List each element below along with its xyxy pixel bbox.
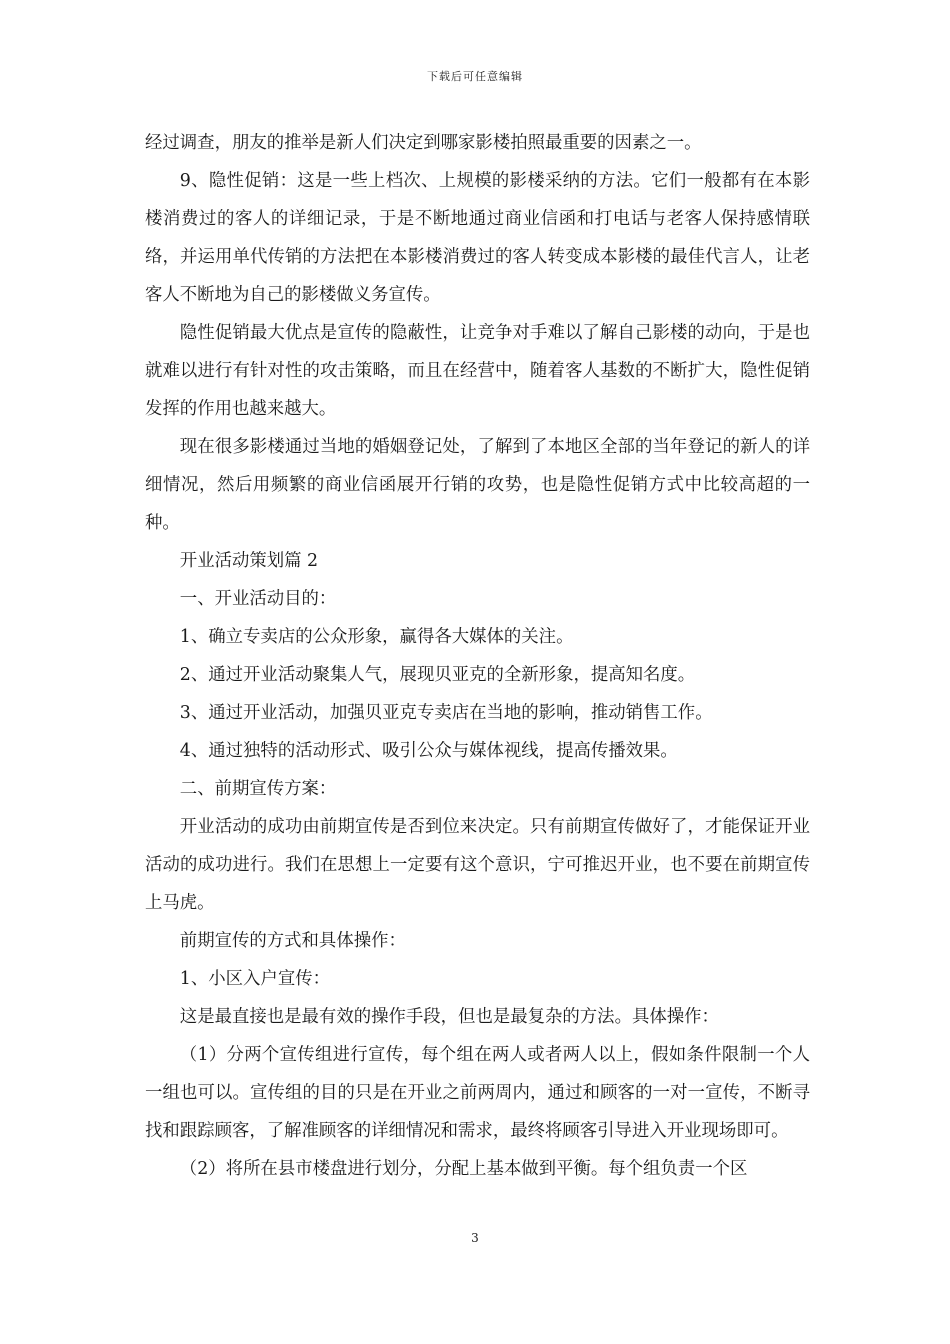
- paragraph: 这是最直接也是最有效的操作手段，但也是最复杂的方法。具体操作：: [179, 1007, 719, 1027]
- list-item: （2）将所在县市楼盘进行划分，分配上基本做到平衡。每个组负责一个区: [179, 1159, 748, 1179]
- paragraph: 隐性促销最大优点是宣传的隐蔽性，让竞争对手难以了解自己影楼的动向，于是也就难以进行有针对性的攻击策略，而且在经营中，随着客人基数的不断扩大，隐性促销发挥的作用也越来越大。: [145, 323, 810, 419]
- paragraph: 现在很多影楼通过当地的婚姻登记处，了解到了本地区全部的当年登记的新人的详细情况，然后用频繁的商业信函展开行销的攻势，也是隐性促销方式中比较高超的一种。: [145, 437, 810, 533]
- paragraph: 开业活动的成功由前期宣传是否到位来决定。只有前期宣传做好了，才能保证开业活动的成功进行。我们在思想上一定要有这个意识，宁可推迟开业，也不要在前期宣传上马虎。: [145, 817, 810, 913]
- paragraph: 前期宣传的方式和具体操作：: [179, 931, 406, 951]
- list-item: 2、通过开业活动聚集人气，展现贝亚克的全新形象，提高知名度。: [179, 665, 696, 685]
- list-item: （1）分两个宣传组进行宣传，每个组在两人或者两人以上，假如条件限制一个人一组也可以。宣传组的目的只是在开业之前两周内，通过和顾客的一对一宣传，不断寻找和跟踪顾客，了解准顾客的详细情况和需求，最终将顾客引导进入开业现场即可。: [145, 1045, 810, 1141]
- section-heading: 二、前期宣传方案：: [179, 779, 337, 799]
- paragraph: 9、隐性促销：这是一些上档次、上规模的影楼采纳的方法。它们一般都有在本影楼消费过的客人的详细记录，于是不断地通过商业信函和打电话与老客人保持感情联络，并运用单代传销的方法把在本影楼消费过的客人转变成本影楼的最佳代言人，让老客人不断地为自己的影楼做义务宣传。: [145, 171, 810, 305]
- list-item: 1、确立专卖店的公众形象，赢得各大媒体的关注。: [179, 627, 574, 647]
- list-item: 4、通过独特的活动形式、吸引公众与媒体视线，提高传播效果。: [179, 741, 678, 761]
- list-item: 3、通过开业活动，加强贝亚克专卖店在当地的影响，推动销售工作。: [179, 703, 713, 723]
- document-body: [145, 124, 810, 1188]
- page-header: 下载后可任意编辑: [427, 70, 523, 83]
- page-number: 3: [471, 1231, 479, 1245]
- paragraph: 经过调查，朋友的推举是新人们决定到哪家影楼拍照最重要的因素之一。: [145, 133, 702, 153]
- list-item: 1、小区入户宣传：: [179, 969, 330, 989]
- section-heading: 开业活动策划篇 2: [179, 551, 319, 571]
- section-heading: 一、开业活动目的：: [179, 589, 337, 609]
